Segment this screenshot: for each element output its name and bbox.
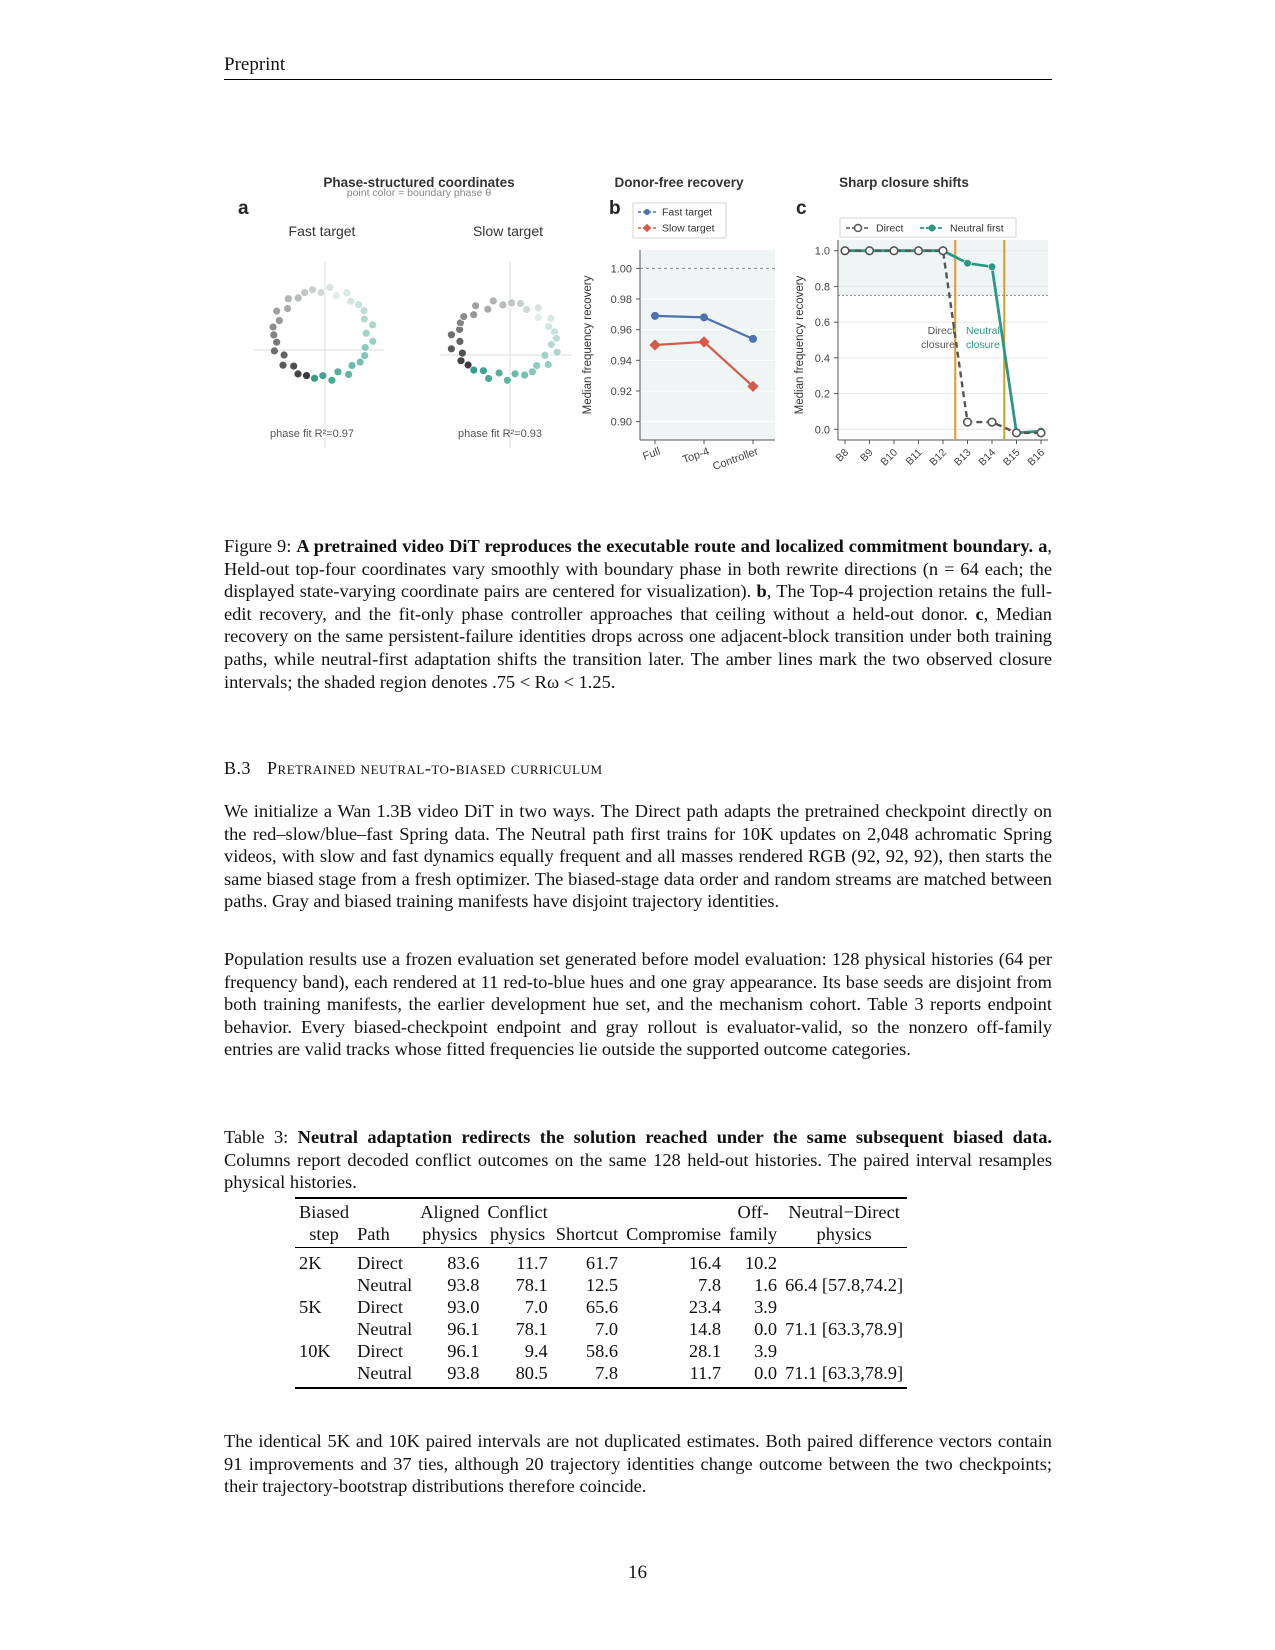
table-cell: 23.4 — [688, 1297, 722, 1317]
data-point — [1013, 429, 1021, 437]
phase-point — [284, 305, 292, 313]
phase-point — [361, 344, 369, 352]
table-cell — [295, 1274, 353, 1296]
phase-point — [369, 321, 377, 329]
table-cell: 1.6 — [754, 1275, 778, 1295]
data-point — [939, 247, 947, 255]
panel-c-legend — [840, 218, 1016, 237]
data-point — [700, 313, 708, 321]
y-tick-label: 0.6 — [814, 317, 830, 330]
slow-target-title: Slow target — [472, 223, 544, 239]
figure-caption-bold: A pretrained video DiT reproduces the executable route and localized commitment boundary. — [296, 536, 1034, 556]
y-tick-label: 0.90 — [610, 416, 632, 429]
direct-closure-line2: closure — [921, 339, 955, 351]
running-header: Preprint — [224, 54, 1052, 80]
col-compromise: Compromise — [626, 1224, 722, 1244]
x-tick-label: B12 — [927, 446, 950, 469]
phase-point — [270, 347, 278, 355]
y-tick-label: 0.96 — [610, 324, 632, 337]
caption-b-text: , The Top-4 projection retains the full-edit recovery, and the fit-only phase controller approaches that ceiling without a held-out donor. — [224, 581, 1052, 624]
table-cell: 7.0 — [524, 1297, 548, 1317]
data-point — [988, 263, 996, 271]
phase-point — [343, 289, 351, 297]
section-heading — [224, 758, 603, 779]
phase-point — [547, 341, 555, 349]
table-cell: 7.8 — [698, 1275, 722, 1295]
y-tick-label: 0.94 — [610, 355, 632, 368]
table-cell — [781, 1296, 907, 1318]
table-cell: 93.8 — [447, 1363, 480, 1383]
phase-point — [279, 361, 287, 369]
panel-b-letter: b — [609, 198, 621, 219]
table-header-row — [295, 1198, 907, 1248]
phase-point — [284, 295, 292, 303]
figure-9 — [0, 0, 1275, 520]
x-tick-label: B14 — [976, 446, 999, 469]
caption-a-letter: a — [1038, 536, 1048, 556]
legend-direct: Direct — [876, 222, 904, 235]
data-point — [866, 247, 874, 255]
panel-a-letter: a — [238, 198, 249, 219]
x-tick-label: Top-4 — [681, 445, 712, 467]
table-cell — [295, 1362, 353, 1388]
phase-point — [348, 362, 356, 370]
panel-c-y-ticks — [815, 246, 838, 437]
phase-point — [309, 286, 317, 294]
table-cell: 10K — [299, 1341, 331, 1361]
table-3 — [295, 1197, 907, 1389]
caption-b-letter: b — [756, 581, 767, 602]
panel-b-title: Donor-free recovery — [614, 175, 744, 190]
phase-point — [470, 366, 478, 374]
table-cell: 78.1 — [515, 1319, 548, 1339]
col-aligned-physics: Aligned physics — [420, 1202, 480, 1244]
table-row — [295, 1340, 907, 1362]
phase-point — [311, 374, 319, 382]
y-tick-label: 0.4 — [814, 352, 830, 365]
phase-point — [345, 370, 353, 378]
table-cell: 80.5 — [515, 1363, 548, 1383]
phase-point — [489, 297, 497, 305]
phase-point — [347, 297, 355, 305]
phase-point — [280, 351, 288, 359]
phase-point — [294, 370, 302, 378]
section-title: Pretrained neutral-to-biased curriculum — [267, 758, 603, 778]
phase-point — [369, 337, 377, 345]
table-cell: 93.8 — [447, 1275, 480, 1295]
table-cell: 96.1 — [447, 1319, 480, 1339]
page-number: 16 — [628, 1562, 647, 1583]
phase-point — [332, 292, 340, 300]
phase-point — [499, 301, 507, 309]
table-cell: 3.9 — [754, 1341, 778, 1361]
table-cell: 28.1 — [688, 1341, 722, 1361]
paragraph-2: Population results use a frozen evaluation set generated before model evaluation: 128 physical histories (64 per frequency band), each rendered at 11 red-to-blue hues and one gray appearance. Its base seeds are disjoint from both training manifests, the earlier development hue set, and the mechanism cohort. Table 3 reports endpoint behavior. Every biased-checkpoint endpoint and gray rollout is evaluator-valid, so the nonzero off-family entries are valid tracks whose fitted frequencies lie outside the supported outcome categories. — [224, 949, 1052, 1060]
table-3-caption — [224, 1126, 1052, 1194]
table-cell: Neutral — [357, 1319, 413, 1339]
phase-point — [447, 345, 455, 353]
table-caption-bold: Neutral adaptation redirects the solution reached under the same subsequent biased data. — [297, 1127, 1052, 1147]
phase-point — [269, 323, 277, 331]
table-caption-text: Columns report decoded conflict outcomes on the same 128 held-out histories. The paired interval resamples physical histories. — [224, 1149, 1052, 1193]
x-tick-label: B10 — [878, 446, 901, 469]
phase-point — [290, 362, 298, 370]
phase-point — [553, 348, 561, 356]
panel-b-x-ticks — [641, 440, 760, 473]
table-row — [295, 1362, 907, 1388]
fast-fit-label: phase fit R²=0.97 — [269, 428, 355, 440]
phase-point — [547, 314, 555, 322]
caption-c-letter: c — [975, 603, 984, 624]
data-point — [651, 312, 659, 320]
phase-point — [511, 370, 519, 378]
table-cell: 11.7 — [516, 1253, 548, 1273]
y-tick-label: 1.0 — [814, 245, 830, 258]
phase-point — [326, 283, 334, 291]
panel-c-ylabel: Median frequency recovery — [794, 275, 806, 415]
phase-point — [273, 307, 281, 315]
x-tick-label: B8 — [833, 446, 852, 465]
caption-c-text: , Median recovery on the same persistent-failure identities drops across one adjacent-block transition under both training paths, while neutral-first adaptation shifts the transition later. The amber lines mark the two observed closure intervals; the shaded region denotes .75 < Rω < 1.25. — [224, 603, 1052, 692]
table-cell: 65.6 — [585, 1297, 619, 1317]
legend-fast-target: Fast target — [662, 206, 713, 219]
y-tick-label: 0.92 — [610, 385, 632, 398]
legend-slow-target: Slow target — [662, 222, 715, 235]
direct-closure-line1: Direct — [927, 325, 955, 337]
phase-point — [534, 314, 542, 322]
slow-target-phase-scatter — [447, 297, 561, 384]
legend-neutral-first: Neutral first — [950, 222, 1004, 235]
panel-b-legend — [633, 203, 726, 238]
section-number: B.3 — [224, 758, 252, 778]
panel-c-title: Sharp closure shifts — [839, 175, 969, 190]
x-tick-label: B11 — [903, 446, 925, 468]
y-tick-label: 0.8 — [814, 281, 830, 294]
phase-point — [495, 369, 503, 377]
phase-point — [472, 302, 480, 310]
panel-a-subtitle: point color = boundary phase θ — [346, 187, 492, 199]
phase-point — [485, 375, 493, 383]
table-row — [295, 1248, 907, 1275]
data-point — [841, 247, 849, 255]
x-tick-label: Controller — [711, 445, 761, 474]
table-cell: 3.9 — [754, 1297, 778, 1317]
y-tick-label: 1.00 — [610, 263, 632, 276]
x-tick-label: B15 — [1000, 446, 1023, 469]
caption-a-text: , Held-out top-four coordinates vary smoothly with boundary phase in both rewrite directions (n = 64 each; the displayed state-varying coordinate pairs are centered for visualization). — [224, 536, 1052, 602]
table-cell: 11.7 — [689, 1363, 722, 1383]
table-cell: 96.1 — [447, 1341, 480, 1361]
fast-target-phase-scatter — [269, 283, 377, 384]
phase-point — [517, 300, 525, 308]
data-point — [964, 418, 972, 426]
phase-point — [317, 289, 325, 297]
phase-point — [521, 371, 529, 379]
phase-point — [303, 372, 311, 380]
panel-c-letter: c — [796, 198, 807, 219]
fast-target-title: Fast target — [288, 223, 356, 239]
data-point — [988, 418, 996, 426]
phase-point — [301, 289, 309, 297]
data-point — [890, 247, 898, 255]
table-cell: 83.6 — [447, 1253, 480, 1273]
table-cell: 2K — [299, 1253, 322, 1273]
panel-b-ylabel: Median frequency recovery — [582, 275, 594, 415]
phase-point — [356, 358, 364, 366]
table-cell: Direct — [357, 1253, 404, 1273]
phase-point — [360, 307, 368, 315]
x-tick-label: Full — [641, 445, 663, 463]
table-label: Table 3: — [224, 1127, 289, 1147]
table-cell: Direct — [357, 1341, 404, 1361]
col-path: Path — [357, 1224, 390, 1244]
paragraph-3: The identical 5K and 10K paired intervals are not duplicated estimates. Both paired difference vectors contain 91 improvements and 37 ties, although 20 trajectory identities change outcome between the two checkpoints; their trajectory-bootstrap distributions therefore coincide. — [224, 1431, 1052, 1497]
phase-point — [275, 317, 283, 325]
table-cell: 5K — [299, 1297, 322, 1317]
x-tick-label: B16 — [1025, 446, 1048, 469]
table-cell: 93.0 — [447, 1297, 480, 1317]
table-cell: 10.2 — [744, 1253, 778, 1273]
phase-point — [523, 306, 531, 314]
phase-point — [528, 368, 536, 376]
data-point — [749, 335, 757, 343]
phase-point — [479, 367, 487, 375]
phase-point — [503, 376, 511, 384]
table-cell: 58.6 — [585, 1341, 619, 1361]
table-cell: 7.8 — [595, 1363, 619, 1383]
y-tick-label: 0.98 — [610, 294, 632, 307]
phase-point — [457, 357, 465, 365]
table-cell: 12.5 — [585, 1275, 619, 1295]
data-point — [964, 259, 972, 267]
panel-a-title: Phase-structured coordinates — [323, 175, 515, 190]
col-neutral-direct: Neutral−Direct physics — [788, 1202, 900, 1244]
phase-point — [270, 331, 278, 339]
panel-c — [794, 175, 1048, 468]
panel-b-y-ticks — [611, 263, 640, 428]
table-cell: 16.4 — [688, 1253, 722, 1273]
figure-9-caption — [224, 535, 1052, 693]
table-cell: 9.4 — [524, 1341, 548, 1361]
phase-point — [458, 349, 466, 357]
x-tick-label: B9 — [858, 446, 876, 465]
data-point — [915, 247, 923, 255]
figure-label: Figure 9: — [224, 536, 292, 556]
phase-point — [508, 299, 516, 307]
table-cell: Neutral — [357, 1363, 413, 1383]
data-point — [1037, 429, 1045, 437]
table-cell: 71.1 [63.3,78.9] — [785, 1363, 904, 1383]
neutral-closure-line2: closure — [966, 339, 1000, 351]
phase-point — [534, 304, 542, 312]
table-cell — [295, 1318, 353, 1340]
panel-a — [238, 175, 572, 448]
phase-point — [334, 368, 342, 376]
table-cell: 7.0 — [595, 1319, 619, 1339]
col-biased-step: Biased step — [299, 1202, 350, 1244]
table-cell: 0.0 — [754, 1319, 778, 1339]
col-off-family: Off- family — [729, 1202, 778, 1244]
table-row — [295, 1296, 907, 1318]
table-cell: 14.8 — [688, 1319, 722, 1339]
y-tick-label: 0.2 — [814, 388, 830, 401]
phase-point — [360, 315, 368, 323]
table-cell: 61.7 — [585, 1253, 619, 1273]
table-row — [295, 1274, 907, 1296]
table-cell: Direct — [357, 1297, 404, 1317]
phase-point — [328, 376, 336, 384]
phase-point — [484, 305, 492, 313]
phase-point — [460, 313, 468, 321]
col-conflict-physics: Conflict physics — [487, 1202, 548, 1244]
y-tick-label: 0.0 — [814, 424, 830, 437]
table-cell — [781, 1248, 907, 1275]
panel-b — [582, 175, 775, 473]
phase-point — [362, 329, 370, 337]
phase-point — [470, 311, 478, 319]
x-tick-label: B13 — [951, 446, 974, 469]
table-cell: 66.4 [57.8,74.2] — [785, 1275, 904, 1295]
slow-fit-label: phase fit R²=0.93 — [457, 428, 543, 440]
table-row — [295, 1318, 907, 1340]
table-cell: 78.1 — [515, 1275, 548, 1295]
table-cell: Neutral — [357, 1275, 413, 1295]
phase-point — [447, 331, 455, 339]
phase-point — [273, 338, 281, 346]
table-cell: 71.1 [63.3,78.9] — [785, 1319, 904, 1339]
phase-point — [319, 372, 327, 380]
table-cell: 0.0 — [754, 1363, 778, 1383]
table-cell — [781, 1340, 907, 1362]
phase-point — [541, 351, 549, 359]
phase-point — [544, 361, 552, 369]
paragraph-1: We initialize a Wan 1.3B video DiT in two ways. The Direct path adapts the pretrained checkpoint directly on the red–slow/blue–fast Spring data. The Neutral path first trains for 10K updates on 2,048 achromatic Spring videos, with slow and fast dynamics equally frequent and all masses rendered RGB (92, 92, 92), then starts the same biased stage from a fresh optimizer. The biased-stage data order and random streams are matched between paths. Gray and biased training manifests have disjoint trajectory identities. — [224, 801, 1052, 912]
panel-c-x-ticks — [834, 440, 1048, 468]
neutral-closure-line1: Neutral — [966, 325, 1000, 337]
col-shortcut: Shortcut — [555, 1224, 619, 1244]
phase-point — [456, 337, 464, 345]
